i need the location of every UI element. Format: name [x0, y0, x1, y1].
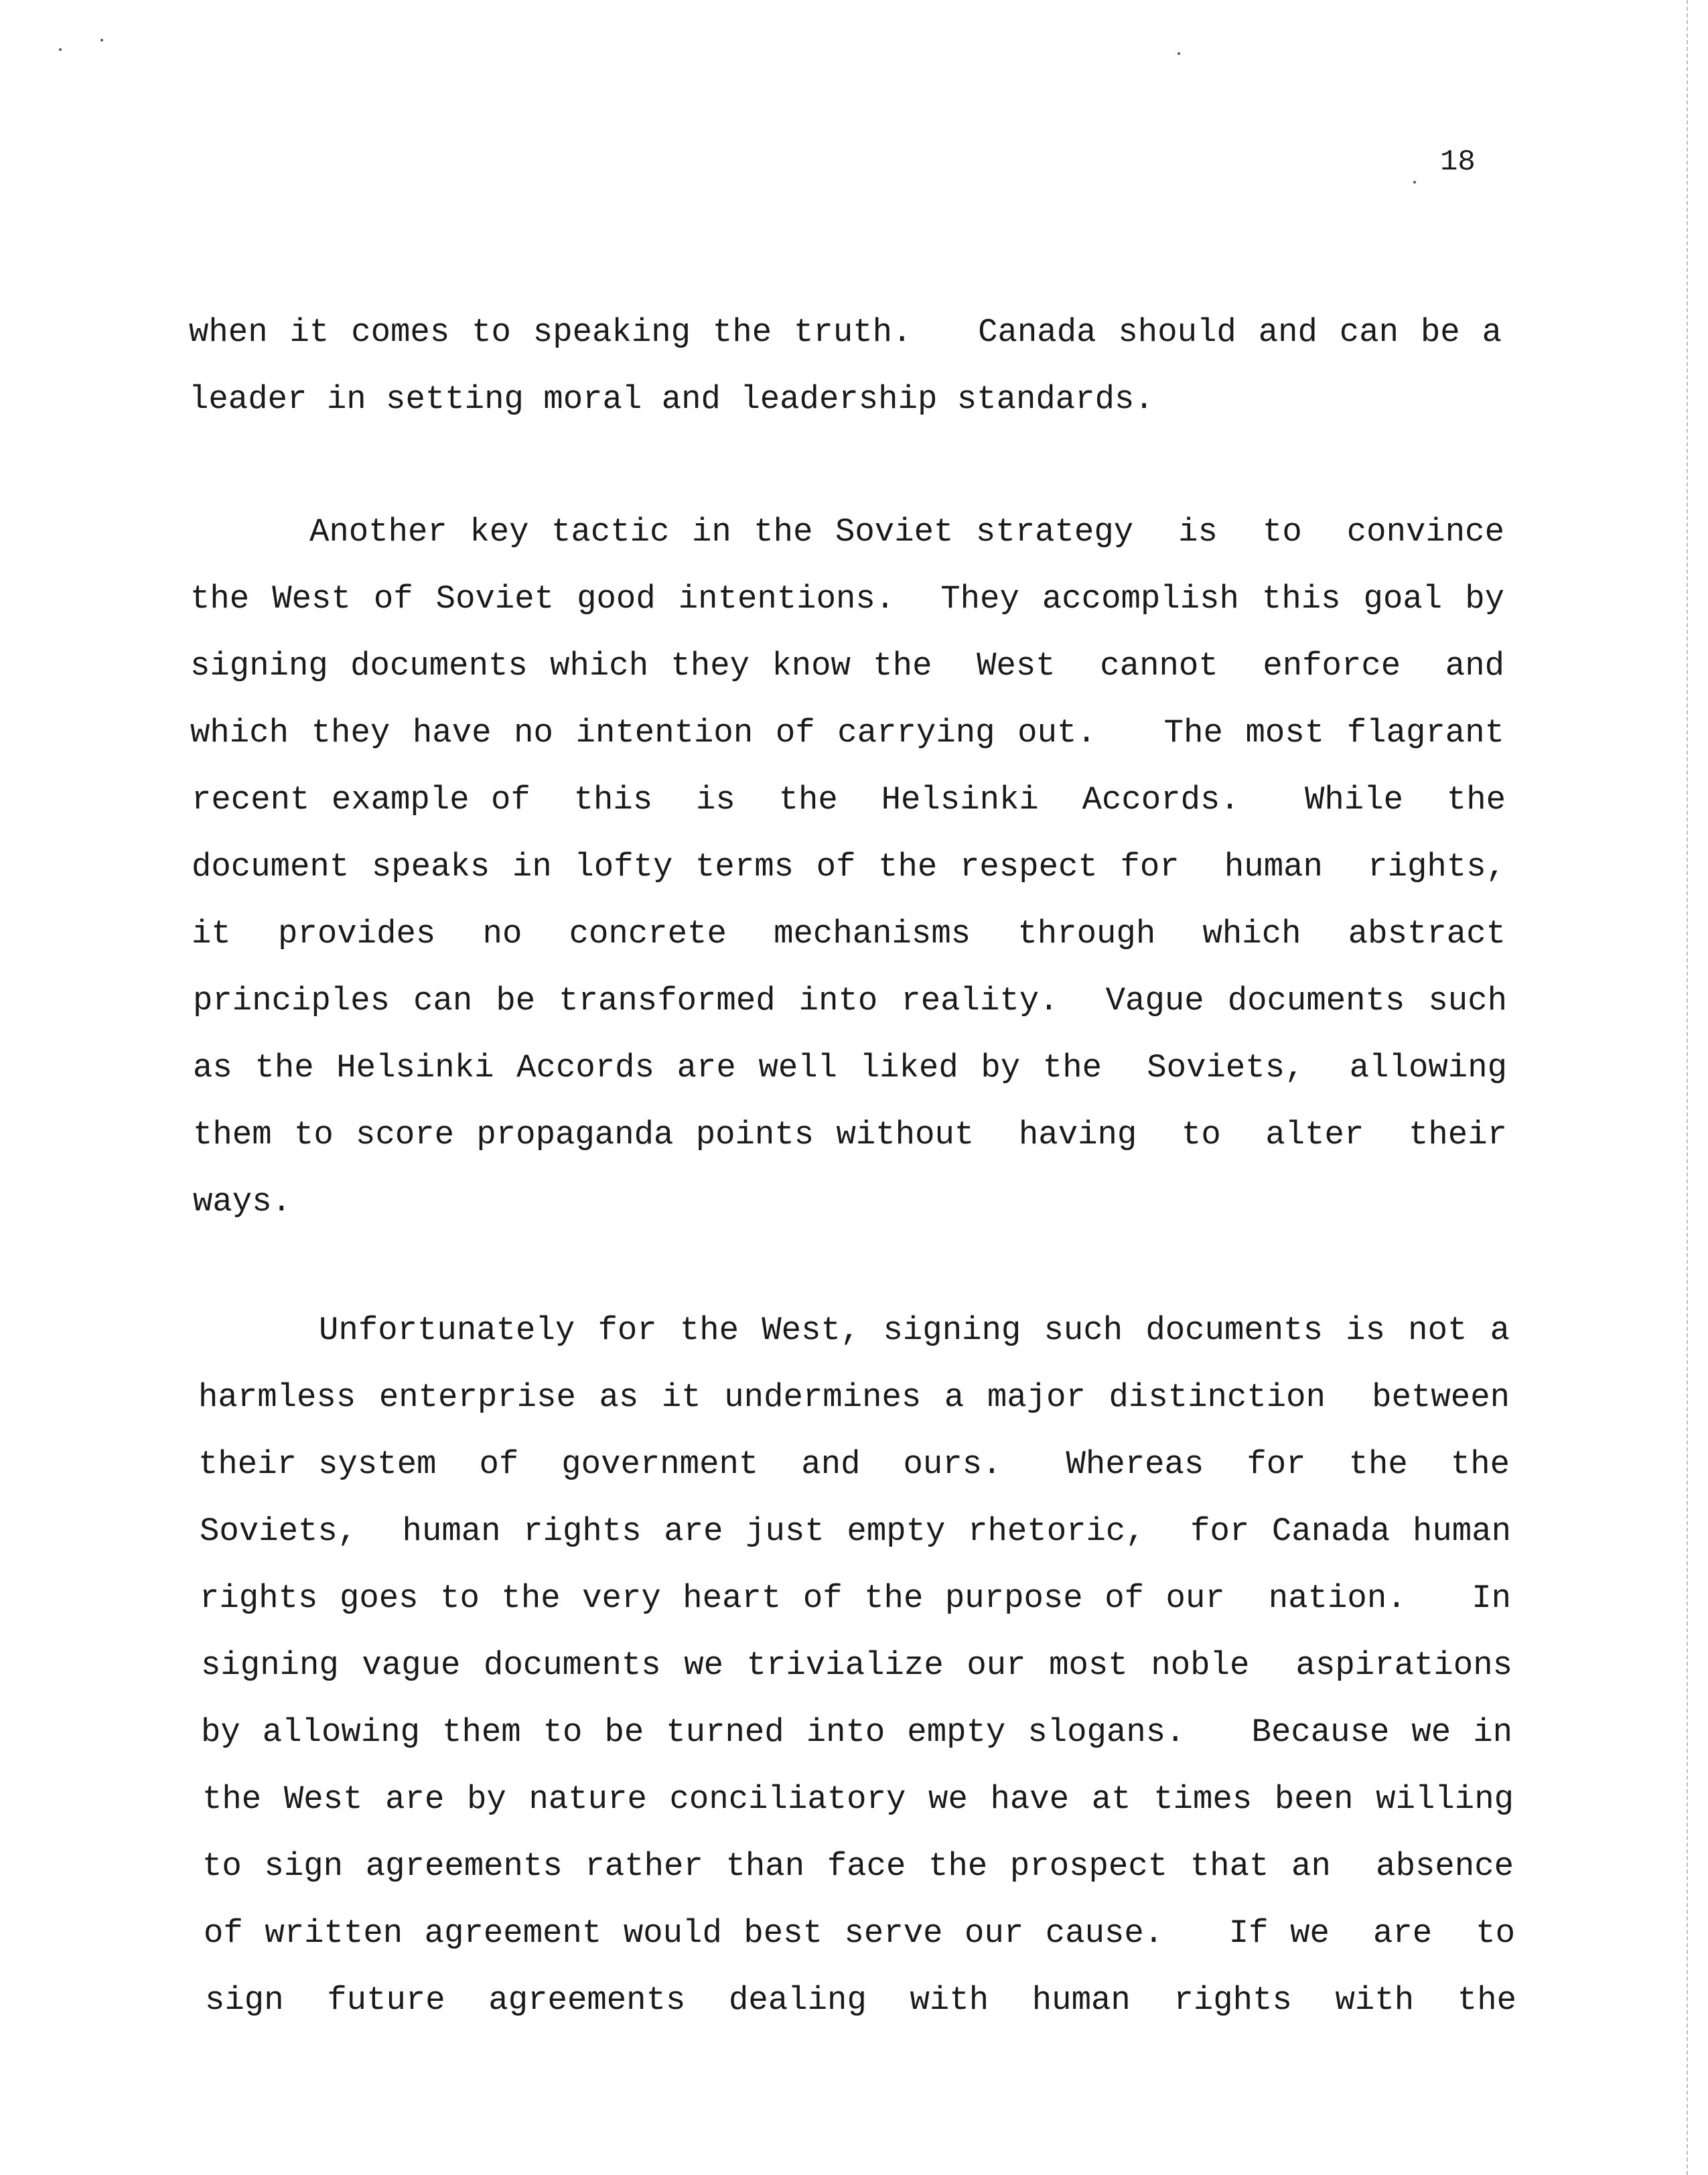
text-line: the West of Soviet good intentions. They accomplish this goal by — [190, 580, 1504, 618]
scan-speck — [59, 48, 62, 51]
text-line: their system of government and ours. Whereas for the the — [198, 1446, 1510, 1483]
text-line: which they have no intention of carrying out. The most flagrant — [190, 714, 1504, 752]
scan-speck — [1413, 181, 1416, 184]
text-line: principles can be transformed into reality. Vague documents such — [193, 982, 1507, 1020]
scan-speck — [1178, 52, 1180, 55]
text-line: of written agreement would best serve our cause. If we are to — [204, 1914, 1515, 1952]
text-line: ways. — [193, 1183, 292, 1220]
text-line: them to score propaganda points without having to alter their — [193, 1116, 1507, 1153]
text-line: rights goes to the very heart of the purpose of our nation. In — [200, 1580, 1511, 1617]
text-line: recent example of this is the Helsinki Accords. While the — [192, 781, 1506, 819]
text-line: when it comes to speaking the truth. Canada should and can be a — [189, 313, 1502, 351]
text-line: Unfortunately for the West, signing such documents is not a — [319, 1312, 1510, 1349]
text-line: as the Helsinki Accords are well liked by the Soviets, allowing — [193, 1049, 1507, 1086]
text-line: to sign agreements rather than face the prospect that an absence — [202, 1847, 1514, 1885]
text-line: leader in setting moral and leadership standards. — [189, 380, 1154, 418]
text-line: signing documents which they know the West cannot enforce and — [190, 647, 1504, 685]
text-line: the West are by nature conciliatory we have at times been willing — [202, 1780, 1514, 1818]
text-line: signing vague documents we trivialize our most noble aspirations — [201, 1646, 1512, 1684]
scan-speck — [100, 39, 103, 42]
text-line: Another key tactic in the Soviet strategy is to convince — [309, 513, 1504, 551]
text-line: it provides no concrete mechanisms through which abstract — [192, 915, 1506, 953]
text-line: by allowing them to be turned into empty slogans. Because we in — [201, 1713, 1512, 1751]
page-number: 18 — [1440, 145, 1476, 179]
scan-edge — [1687, 0, 1708, 2175]
text-line: sign future agreements dealing with human rights with the — [205, 1981, 1516, 2019]
text-line: harmless enterprise as it undermines a major distinction between — [198, 1379, 1510, 1416]
text-line: Soviets, human rights are just empty rhetoric, for Canada human — [200, 1513, 1511, 1550]
text-line: document speaks in lofty terms of the respect for human rights, — [192, 848, 1506, 886]
